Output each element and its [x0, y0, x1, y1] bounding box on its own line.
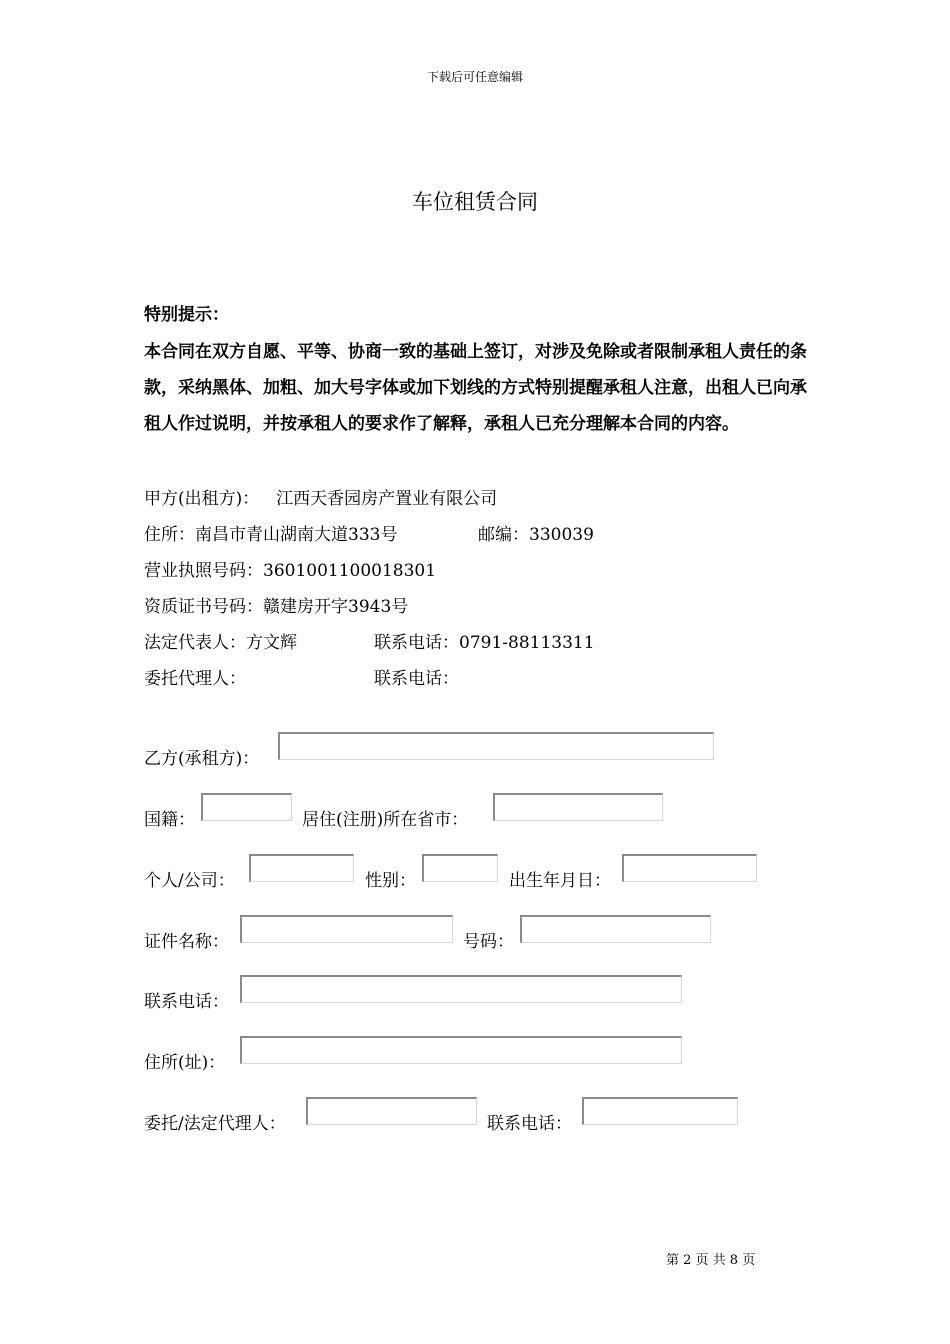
- party-a-agent-phone-label: 联系电话：: [374, 669, 459, 689]
- party-a-rep-phone-value: 0791-88113311: [459, 633, 595, 653]
- person-company-label: 个人/公司：: [144, 871, 235, 891]
- birth-date-label: 出生年月日：: [509, 871, 611, 891]
- party-b-agent-field[interactable]: [306, 1097, 477, 1125]
- party-a-name-label: 甲方(出租方)：: [144, 489, 260, 509]
- party-b-address-label: 住所(址)：: [144, 1053, 226, 1073]
- province-field[interactable]: [493, 793, 663, 821]
- party-a-zip-label: 邮编：: [478, 525, 529, 545]
- person-company-field[interactable]: [249, 854, 354, 882]
- gender-field[interactable]: [422, 854, 498, 882]
- party-a-address-label: 住所：: [144, 525, 195, 545]
- party-a-license-value: 3601001100018301: [263, 561, 437, 581]
- gender-label: 性别：: [365, 871, 416, 891]
- id-number-label: 号码：: [463, 932, 514, 952]
- party-a-name-row: [144, 484, 497, 509]
- page-header: 下载后可任意编辑: [426, 70, 523, 84]
- party-a-rep-value: 方文辉: [246, 633, 297, 653]
- party-a-cert-label: 资质证书号码：: [144, 597, 263, 617]
- party-b-name-label: 乙方(承租方)：: [144, 749, 260, 769]
- party-b-name-field[interactable]: [278, 732, 714, 760]
- notice-heading: 特别提示：: [144, 305, 229, 325]
- nationality-field[interactable]: [201, 793, 292, 821]
- id-number-field[interactable]: [520, 915, 711, 943]
- province-label: 居住(注册)所在省市：: [302, 810, 469, 830]
- party-a-address-row: [144, 520, 397, 545]
- party-a-rep-label: 法定代表人：: [144, 633, 246, 653]
- party-a-cert-row: [144, 592, 408, 617]
- party-a-address-value: 南昌市青山湖南大道333号: [195, 525, 398, 545]
- party-b-phone-field[interactable]: [240, 975, 682, 1003]
- nationality-label: 国籍：: [144, 810, 195, 830]
- page-number: 第 2 页 共 8 页: [666, 1253, 756, 1268]
- birth-date-field[interactable]: [622, 854, 757, 882]
- party-a-zip-row: [478, 520, 594, 545]
- party-a-agent-label: 委托代理人：: [144, 669, 246, 689]
- notice-body: 本合同在双方自愿、平等、协商一致的基础上签订，对涉及免除或者限制承租人责任的条款，采纳黑体、加粗、加大号字体或加下划线的方式特别提醒承租人注意，出租人已向承租人作过说明，并按承租人的要求作了解释，承租人已充分理解本合同的内容。: [144, 342, 807, 434]
- party-a-rep-phone-label: 联系电话：: [374, 633, 459, 653]
- party-a-cert-value: 赣建房开字3943号: [263, 597, 409, 617]
- party-b-agent-phone-label: 联系电话：: [487, 1114, 572, 1134]
- party-b-address-field[interactable]: [240, 1036, 682, 1064]
- party-a-license-label: 营业执照号码：: [144, 561, 263, 581]
- party-b-phone-label: 联系电话：: [144, 992, 229, 1012]
- party-a-rep-row: [144, 628, 297, 653]
- id-type-field[interactable]: [240, 915, 453, 943]
- party-a-license-row: [144, 556, 436, 581]
- party-a-zip-value: 330039: [529, 525, 594, 545]
- party-a-name-value: 江西天香园房产置业有限公司: [276, 489, 498, 509]
- page-title: 车位租赁合同: [412, 190, 538, 214]
- party-a-rep-phone-row: [374, 628, 595, 653]
- id-type-label: 证件名称：: [144, 932, 229, 952]
- party-b-agent-label: 委托/法定代理人：: [144, 1114, 286, 1134]
- party-b-agent-phone-field[interactable]: [582, 1097, 738, 1125]
